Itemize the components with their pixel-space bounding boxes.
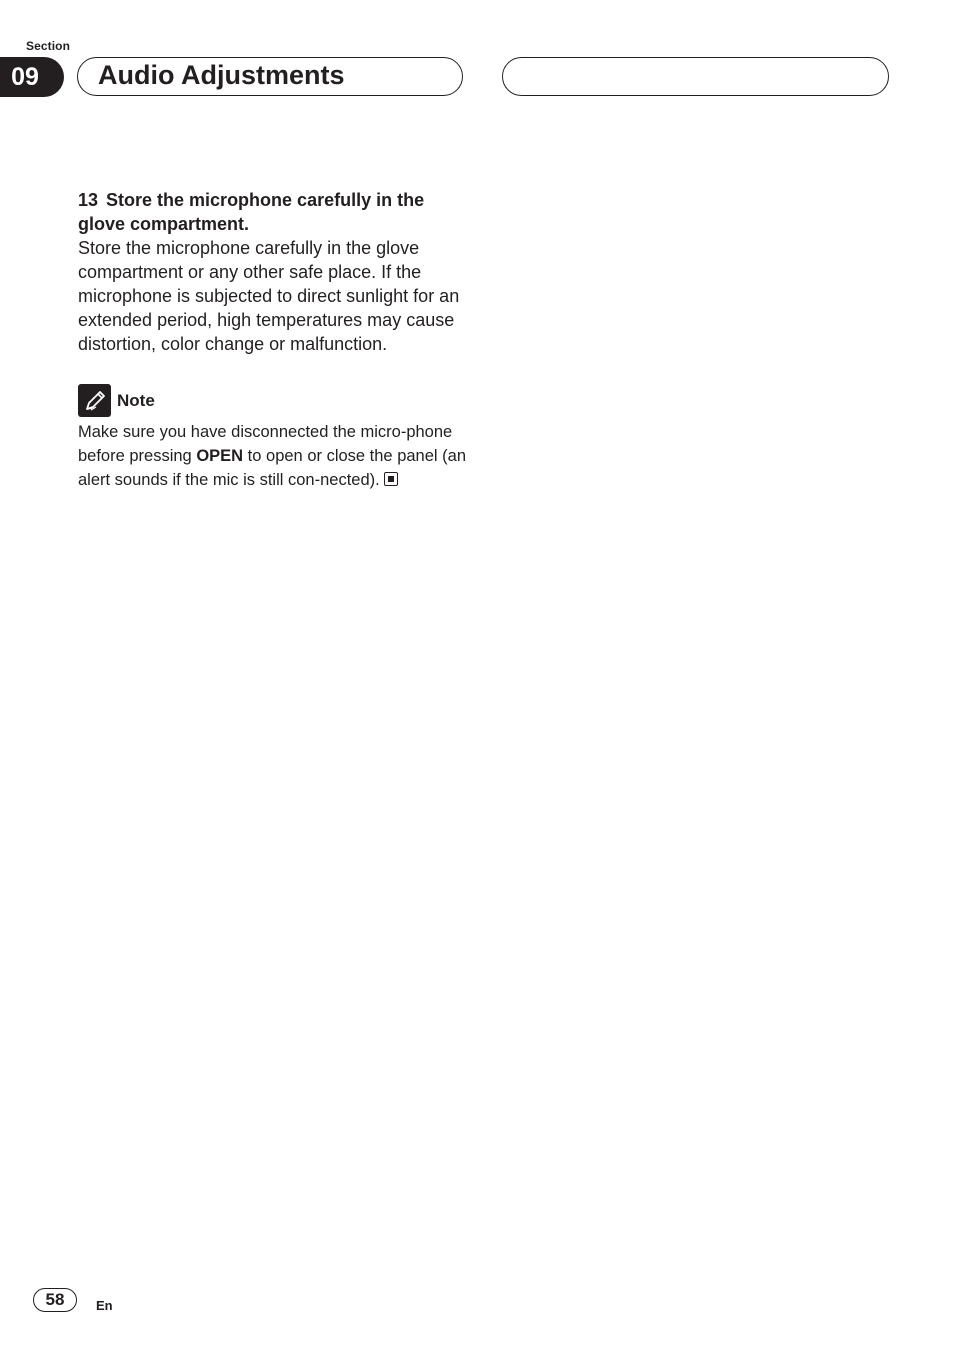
step-body: Store the microphone carefully in the glove compartment or any other safe place. If the microphone is subjected to direct sunlight for an extended period, high temperatures may cause distortion, color change or malfunction. <box>78 238 460 354</box>
note-text-part-1: Make sure you have disconnected the micro-phone before pressing <box>78 423 453 465</box>
note-text-part-2: to open or close the panel (an alert sounds if the mic is still con-nected). <box>78 447 466 489</box>
step-block <box>78 188 470 356</box>
end-of-section-icon <box>384 472 398 486</box>
note-label: Note <box>117 390 155 410</box>
note-header <box>78 384 155 417</box>
empty-header-box <box>502 57 889 96</box>
step-heading <box>78 188 470 236</box>
note-pencil-icon <box>78 384 111 417</box>
note-text <box>78 420 470 492</box>
section-title: Audio Adjustments <box>98 60 345 90</box>
open-button-name: OPEN <box>196 447 244 465</box>
section-label: Section <box>26 39 71 53</box>
step-number: 13 <box>78 190 99 210</box>
step-heading-text: Store the microphone carefully in the glove compartment. <box>78 190 425 234</box>
section-title-box <box>77 57 463 96</box>
page-number: 58 <box>33 1288 77 1312</box>
language-code: En <box>96 1298 113 1313</box>
section-number-badge: 09 <box>0 57 64 97</box>
